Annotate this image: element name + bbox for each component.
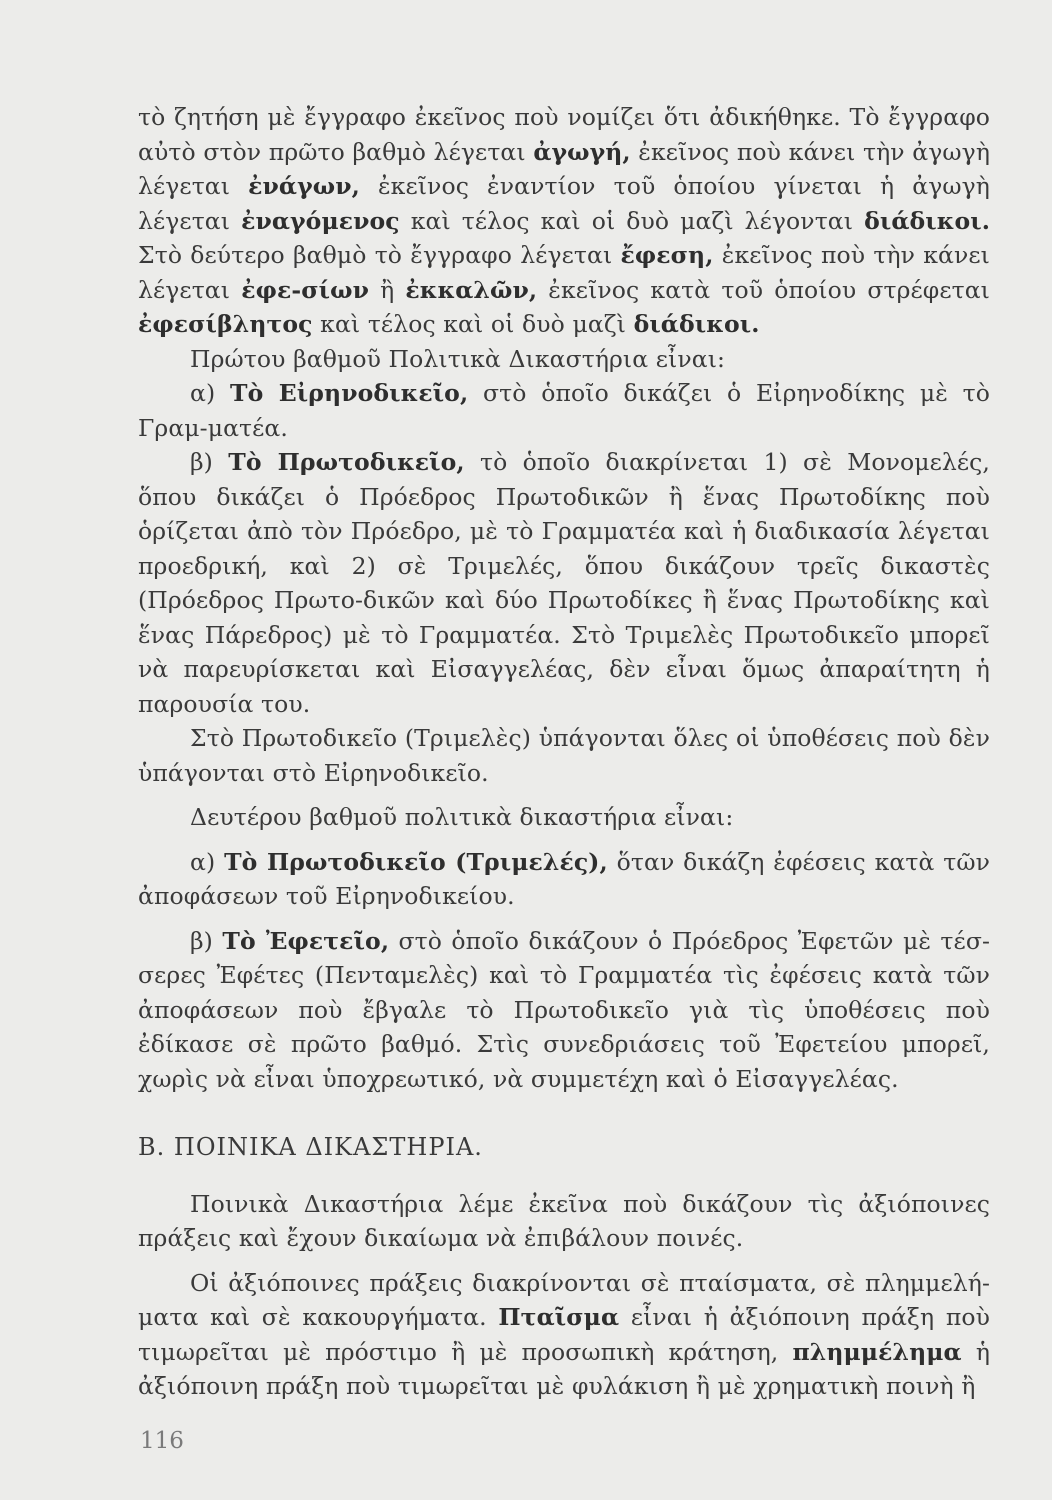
text-run: στὸ ὁποῖο δικάζει ὁ Εἰρηνοδίκης μὲ τὸ Γραμ-ματέα.: [138, 379, 991, 442]
page-body: [138, 100, 990, 1404]
bold-term: Τὸ Ἐφετεῖο,: [222, 926, 390, 955]
bold-term: ἐφεσίβλητος: [138, 310, 313, 338]
page-number: 116: [140, 1428, 184, 1454]
text-run: β): [190, 926, 223, 955]
bold-term: ἀγωγή,: [533, 137, 631, 166]
text-run: καὶ τέλος καὶ οἱ δυὸ μαζὶ: [312, 310, 634, 338]
bold-term: ἐφε-σίων: [241, 275, 369, 304]
text-run: α): [190, 379, 230, 407]
text-run: ἐκεῖνος κατὰ τοῦ ὁποίου στρέφεται: [537, 275, 990, 304]
paragraph-4: [138, 445, 990, 721]
text-run: τὸ ὁποῖο διακρίνεται 1) σὲ Μονομελές, ὅπου δικάζει ὁ Πρόεδρος Πρωτοδικῶν ἢ ἕνας Πρωτοδίκης ποὺ ὁρίζεται ἀπὸ τὸν Πρόεδρο, μὲ τὸ Γραμματέα καὶ ἡ διαδικασία λέγεται προεδρική, καὶ 2) σὲ Τριμελές, ὅπου δικάζουν τρεῖς δικαστὲς (Πρόεδρος Πρωτο-δικῶν καὶ δύο Πρωτοδίκες ἢ ἕνας Πρωτοδίκης καὶ ἕνας Πάρεδρος) μὲ τὸ Γραμματέα. Στὸ Τριμελὲς Πρωτοδικεῖο μπορεῖ νὰ παρευρίσκεται καὶ Εἰσαγγελέας, δὲν εἶναι ὅμως ἀπαραίτητη ἡ παρουσία του.: [138, 448, 991, 718]
text-run: β): [190, 448, 229, 476]
bold-term: πλημμέλημα: [792, 1337, 962, 1366]
bold-term: ἐνάγων,: [248, 172, 360, 200]
bold-term: Τὸ Πρωτοδικεῖο (Τριμελές),: [224, 847, 608, 876]
paragraph-9: Ποινικὰ Δικαστήρια λέμε ἐκεῖνα ποὺ δικάζουν τὶς ἀξιόποινες πράξεις καὶ ἔχουν δικαίωμα νὰ ἐπιβάλουν ποινές.: [138, 1189, 990, 1252]
bold-term: ἔφεση,: [620, 241, 714, 269]
paragraph-6: Δευτέρου βαθμοῦ πολιτικὰ δικαστήρια εἶναι:: [190, 803, 734, 831]
text-run: Στὸ δεύτερο βαθμὸ τὸ ἔγγραφο λέγεται: [138, 241, 621, 269]
text-run: ἢ: [368, 275, 406, 304]
text-run: ἡ ἀξιόποινη πράξη ποὺ τιμωρεῖται μὲ φυλάκιση ἢ μὲ χρηματικὴ ποινὴ ἢ: [138, 1337, 990, 1400]
paragraph-2: Πρώτου βαθμοῦ Πολιτικὰ Δικαστήρια εἶναι:: [190, 344, 726, 373]
text-run: ὅταν δικάζη ἐφέσεις κατὰ τῶν ἀποφάσεων τοῦ Εἰρηνοδικείου.: [138, 847, 991, 910]
text-run: α): [190, 847, 225, 876]
bold-term: διάδικοι.: [633, 310, 760, 338]
paragraph-3: [138, 376, 990, 445]
paragraph-1: [138, 100, 990, 342]
text-run: καὶ τέλος καὶ οἱ δυὸ μαζὶ λέγονται: [399, 206, 865, 235]
text-run: ἐκεῖνος ποὺ τὴν κάνει λέγεται: [138, 241, 990, 304]
bold-term: Τὸ Πρωτοδικεῖο,: [228, 448, 465, 476]
bold-term: ἐναγόμενος: [241, 206, 400, 235]
bold-term: διάδικοι.: [864, 206, 990, 235]
paragraph-5: Στὸ Πρωτοδικεῖο (Τριμελὲς) ὑπάγονται ὅλες οἱ ὑποθέσεις ποὺ δὲν ὑπάγονται στὸ Εἰρηνοδικεῖο.: [138, 724, 990, 787]
text-run: ἐκεῖνος ἐναντίον τοῦ ὁποίου γίνεται ἡ ἀγωγὴ λέγεται: [138, 172, 990, 235]
bold-term: Τὸ Εἰρηνοδικεῖο,: [229, 379, 469, 407]
paragraph-8: [138, 924, 990, 1097]
section-heading: Β. ΠΟΙΝΙΚΑ ΔΙΚΑΣΤΗΡΙΑ.: [138, 1133, 483, 1161]
text-run: στὸ ὁποῖο δικάζουν ὁ Πρόεδρος Ἐφετῶν μὲ τέσ-σερες Ἐφέτες (Πενταμελὲς) καὶ τὸ Γραμματέα τὶς ἐφέσεις κατὰ τῶν ἀποφάσεων ποὺ ἔβγαλε τὸ Πρωτοδικεῖο γιὰ τὶς ὑποθέσεις ποὺ ἐδίκασε σὲ πρῶτο βαθμό. Στὶς συνεδριάσεις τοῦ Ἐφετείου μπορεῖ, χωρὶς νὰ εἶναι ὑποχρεωτικό, νὰ συμμετέχη καὶ ὁ Εἰσαγγελέας.: [138, 926, 990, 1093]
text-run: εἶναι ἡ ἀξιόποινη πράξη ποὺ τιμωρεῖται μὲ πρόστιμο ἢ μὲ προσωπικὴ κράτηση,: [138, 1303, 990, 1366]
paragraph-10: [138, 1266, 990, 1404]
bold-term: ἐκκαλῶν,: [405, 275, 538, 304]
bold-term: Πταῖσμα: [498, 1303, 620, 1331]
text-run: τὸ ζητήση μὲ ἔγγραφο ἐκεῖνος ποὺ νομίζει ὅτι ἀδικήθηκε. Τὸ ἔγγραφο αὐτὸ στὸν πρῶτο βαθμὸ λέγεται: [138, 103, 990, 166]
text-run: Οἱ ἀξιόποινες πράξεις διακρίνονται σὲ πταίσματα, σὲ πλημμελή-ματα καὶ σὲ κακουργήματα.: [138, 1268, 990, 1331]
text-run: ἐκεῖνος ποὺ κάνει τὴν ἀγωγὴ λέγεται: [138, 137, 990, 200]
paragraph-7: [138, 845, 990, 914]
